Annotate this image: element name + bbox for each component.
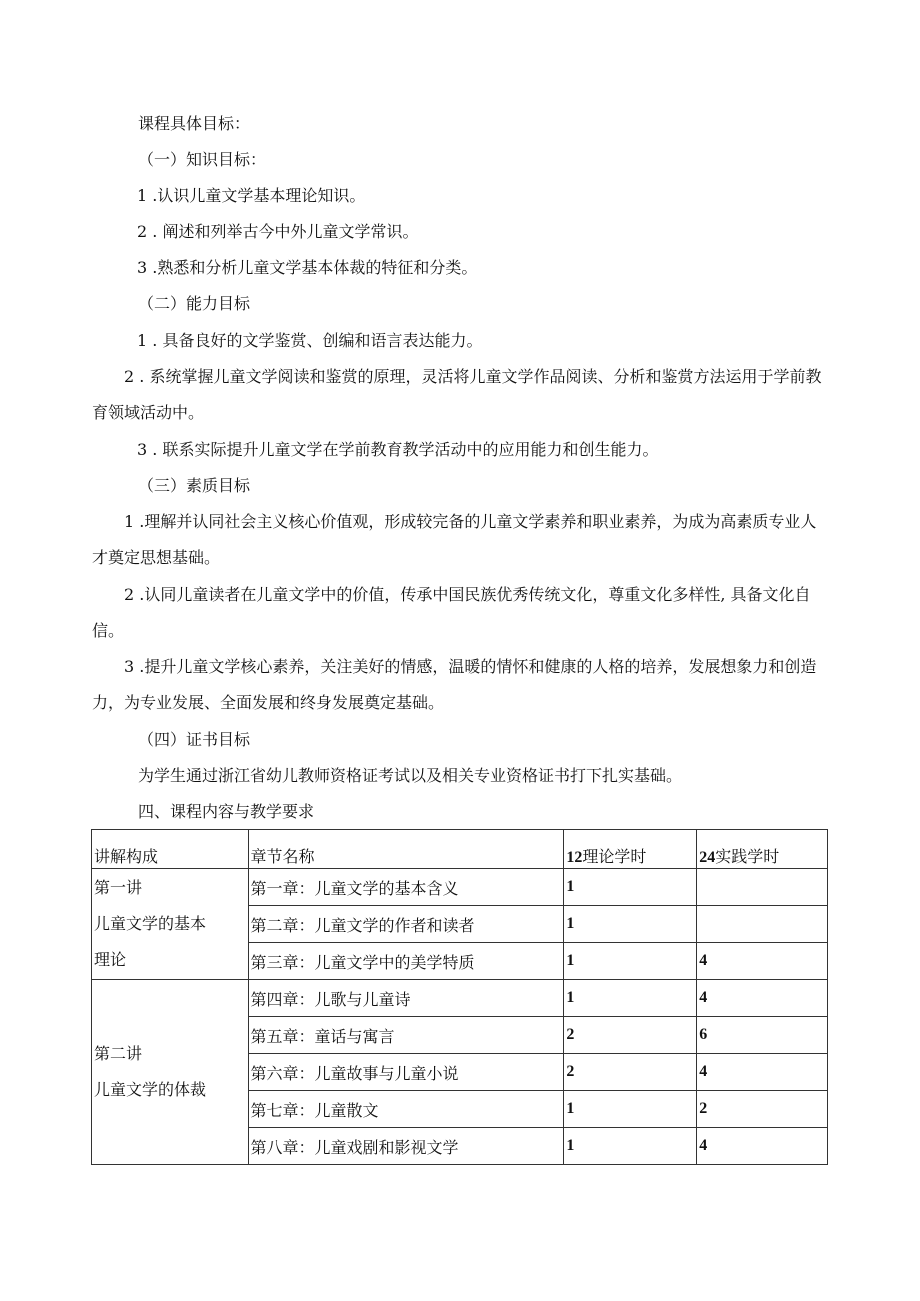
lecture-2-cell (92, 980, 249, 1165)
quality-item-3: 3 .提升儿童文学核心素养，关注美好的情感，温暖的情怀和健康的人格的培养，发展想象力和创造力，为专业发展、全面发展和终身发展奠定基础。 (92, 657, 817, 712)
lecture-1-title-line1: 儿童文学的基本 (94, 914, 207, 933)
quality-item-1: 1 .理解并认同社会主义核心价值观，形成较完备的儿童文学素养和职业素养，为成为高素质专业人才奠定思想基础。 (92, 512, 817, 567)
lecture-1-cell (92, 869, 249, 980)
theory-hours: 1 (564, 1091, 697, 1128)
theory-hours: 1 (564, 980, 697, 1017)
theory-label: 理论学时 (582, 847, 647, 866)
knowledge-title: （一）知识目标： (138, 150, 267, 169)
section-title: 四、课程内容与教学要求 (138, 802, 315, 821)
theory-hours: 1 (564, 943, 697, 980)
theory-hours: 1 (564, 906, 697, 943)
practice-hours: 4 (697, 943, 828, 980)
header-lecture: 讲解构成 (92, 830, 249, 869)
chapter-name: 第一章：儿童文学的基本含义 (248, 869, 564, 906)
table-header-row (92, 830, 828, 869)
header-theory-hours (564, 830, 697, 869)
certificate-text: 为学生通过浙江省幼儿教师资格证考试以及相关专业资格证书打下扎实基础。 (138, 766, 683, 785)
theory-hours: 1 (564, 1128, 697, 1165)
header-chapter: 章节名称 (248, 830, 564, 869)
header-practice-hours (697, 830, 828, 869)
chapter-name: 第七章：儿童散文 (248, 1091, 564, 1128)
practice-hours (697, 869, 828, 906)
ability-item-1: 1 . 具备良好的文学鉴赏、创编和语言表达能力。 (137, 331, 483, 350)
knowledge-item-3: 3 .熟悉和分析儿童文学基本体裁的特征和分类。 (137, 258, 478, 277)
practice-hours (697, 906, 828, 943)
theory-hours: 1 (564, 869, 697, 906)
chapter-name: 第三章：儿童文学中的美学特质 (248, 943, 564, 980)
practice-hours: 2 (697, 1091, 828, 1128)
table-row (92, 980, 828, 1017)
lecture-2-number: 第二讲 (94, 1044, 143, 1063)
chapter-name: 第八章：儿童戏剧和影视文学 (248, 1128, 564, 1165)
table-row (92, 869, 828, 906)
chapter-name: 第五章：童话与寓言 (248, 1017, 564, 1054)
chapter-name: 第四章：儿歌与儿童诗 (248, 980, 564, 1017)
knowledge-item-1: 1 .认识儿童文学基本理论知识。 (137, 186, 366, 205)
objectives-heading: 课程具体目标： (138, 114, 251, 133)
chapter-name: 第二章：儿童文学的作者和读者 (248, 906, 564, 943)
practice-label: 实践学时 (715, 847, 780, 866)
lecture-1-title-line2: 理论 (94, 950, 127, 969)
theory-total: 12 (566, 849, 583, 866)
ability-title: （二）能力目标 (138, 294, 251, 313)
theory-hours: 2 (564, 1054, 697, 1091)
chapter-name: 第六章：儿童故事与儿童小说 (248, 1054, 564, 1091)
ability-item-2: 2 . 系统掌握儿童文学阅读和鉴赏的原理，灵活将儿童文学作品阅读、分析和鉴赏方法运用于学前教育领域活动中。 (92, 367, 822, 422)
quality-item-2: 2 .认同儿童读者在儿童文学中的价值，传承中国民族优秀传统文化，尊重文化多样性, 具备文化自信。 (92, 585, 811, 640)
quality-title: （三）素质目标 (138, 476, 251, 495)
practice-hours: 4 (697, 1054, 828, 1091)
ability-item-3: 3 . 联系实际提升儿童文学在学前教育教学活动中的应用能力和创生能力。 (137, 440, 659, 459)
practice-total: 24 (699, 849, 716, 866)
lecture-1-number: 第一讲 (94, 878, 143, 897)
practice-hours: 4 (697, 980, 828, 1017)
practice-hours: 6 (697, 1017, 828, 1054)
certificate-title: （四）证书目标 (138, 730, 251, 749)
theory-hours: 2 (564, 1017, 697, 1054)
knowledge-item-2: 2 . 阐述和列举古今中外儿童文学常识。 (137, 222, 419, 241)
course-content-table (91, 829, 828, 1165)
practice-hours: 4 (697, 1128, 828, 1165)
lecture-2-title: 儿童文学的体裁 (94, 1080, 207, 1099)
